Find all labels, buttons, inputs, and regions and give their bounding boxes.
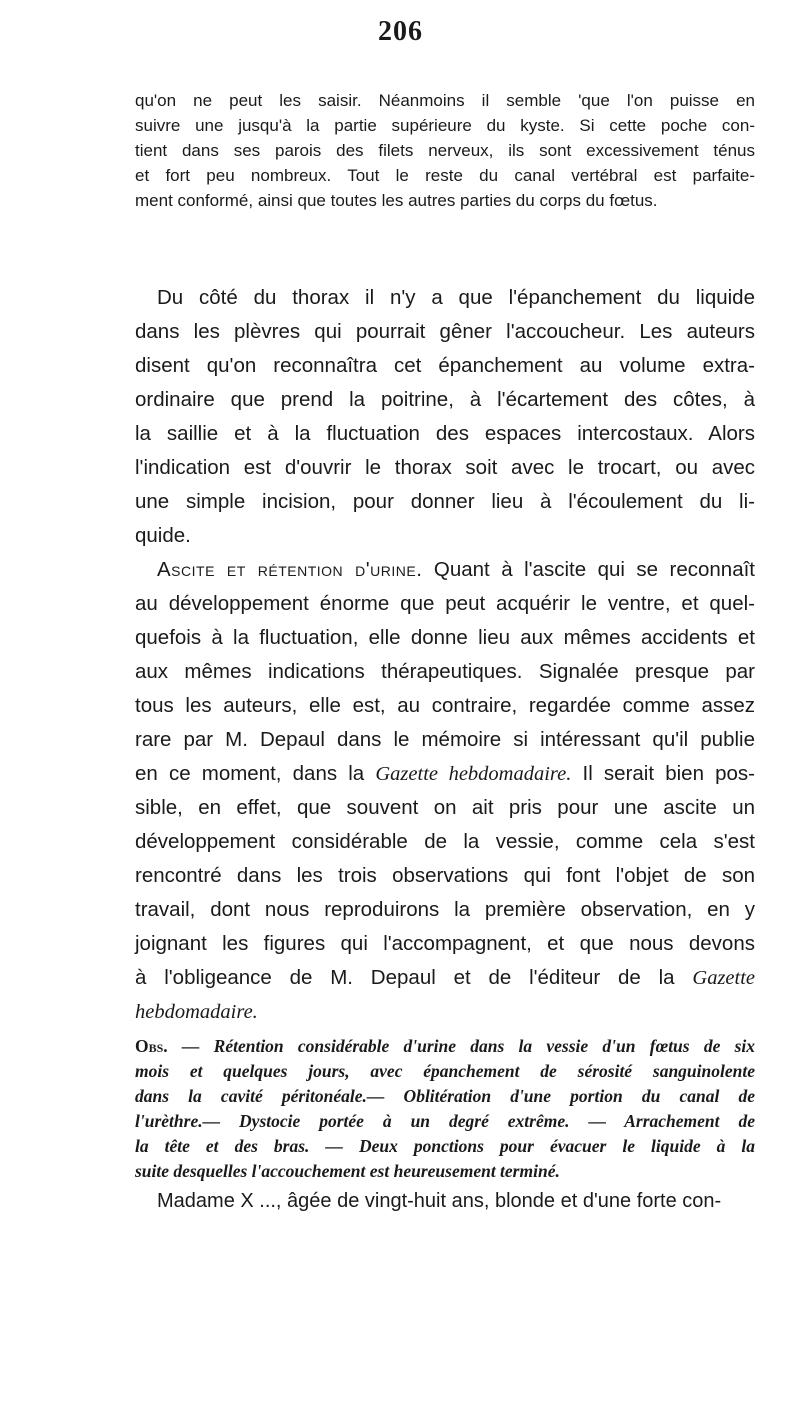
text-line: développement considérable de la vessie, comme cela s'est <box>135 830 755 853</box>
text-line: et fort peu nombreux. Tout le reste du canal vertébral est parfaite- <box>135 166 755 185</box>
text-line: Obs. — Rétention considérable d'urine dans la vessie d'un fœtus de six <box>135 1036 756 1056</box>
journal-title: hebdomadaire. <box>135 1001 258 1023</box>
text-line: qu'on ne peut les saisir. Néanmoins il semble 'que l'on puisse en <box>135 91 755 110</box>
text-line: une simple incision, pour donner lieu à l'écoulement du li- <box>135 490 755 513</box>
text-line: disent qu'on reconnaîtra cet épanchement au volume extra- <box>135 354 755 377</box>
paragraph-continuation <box>135 88 755 213</box>
text-line: dans les plèvres qui pourrait gêner l'accoucheur. Les auteurs <box>135 320 755 343</box>
text-line: rare par M. Depaul dans le mémoire si intéressant qu'il publie <box>135 728 755 751</box>
text-line: travail, dont nous reproduirons la première observation, en y <box>135 898 755 921</box>
text-line: joignant les figures qui l'accompagnent, et que nous devons <box>135 932 755 955</box>
text-line: suite desquelles l'accouchement est heureusement terminé. <box>135 1161 560 1181</box>
text-line: en ce moment, dans la Gazette hebdomadaire. Il serait bien pos- <box>135 762 755 785</box>
page-number: 206 <box>378 16 423 47</box>
journal-title: Gazette hebdomadaire. <box>375 763 572 785</box>
observation-label: Obs. <box>135 1036 168 1056</box>
text-line: l'indication est d'ouvrir le thorax soit avec le trocart, ou avec <box>135 456 755 479</box>
paragraph-ascite <box>135 553 755 1029</box>
text-line: quide. <box>135 524 191 547</box>
text-line: ment conformé, ainsi que toutes les autres parties du corps du fœtus. <box>135 191 658 210</box>
text-line: quefois à la fluctuation, elle donne lieu aux mêmes accidents et <box>135 626 755 649</box>
text-line: au développement énorme que peut acquérir le ventre, et quel- <box>135 592 755 615</box>
paragraph-thorax <box>135 281 755 553</box>
journal-title: Gazette <box>692 967 756 989</box>
text-line: aux mêmes indications thérapeutiques. Signalée presque par <box>135 660 755 683</box>
text-line: suivre une jusqu'à la partie supérieure du kyste. Si cette poche con- <box>135 116 755 135</box>
closing-line: Madame X ..., âgée de vingt-huit ans, blonde et d'une forte con- <box>157 1190 722 1212</box>
text-line: Du côté du thorax il n'y a que l'épanchement du liquide <box>157 286 755 309</box>
text-line: mois et quelques jours, avec épanchement de sérosité sanguinolente <box>135 1061 755 1081</box>
text-line: à l'obligeance de M. Depaul et de l'éditeur de la Gazette <box>135 966 756 989</box>
text-line: tous les auteurs, elle est, au contraire, regardée comme assez <box>135 694 755 717</box>
text-line: ordinaire que prend la poitrine, à l'écartement des côtes, à <box>135 388 755 411</box>
text-line: la tête et des bras. — Deux ponctions pour évacuer le liquide à la <box>135 1136 755 1156</box>
text-line: sible, en effet, que souvent on ait pris pour une ascite un <box>135 796 755 819</box>
text-line: dans la cavité péritonéale.— Oblitération d'une portion du canal de <box>135 1086 755 1106</box>
text-line: la saillie et à la fluctuation des espaces intercostaux. Alors <box>135 422 755 445</box>
text-line <box>135 553 755 587</box>
heading-line-rest: Quant à l'ascite qui se reconnaît <box>433 558 755 581</box>
text-line: l'urèthre.— Dystocie portée à un degré extrême. — Arrachement de <box>135 1111 755 1131</box>
section-heading: Ascite et rétention d'urine. <box>157 558 423 581</box>
text-line: tient dans ses parois des filets nerveux, ils sont excessivement ténus <box>135 141 755 160</box>
observation-summary <box>135 1034 755 1184</box>
text-line: rencontré dans les trois observations qui font l'objet de son <box>135 864 755 887</box>
